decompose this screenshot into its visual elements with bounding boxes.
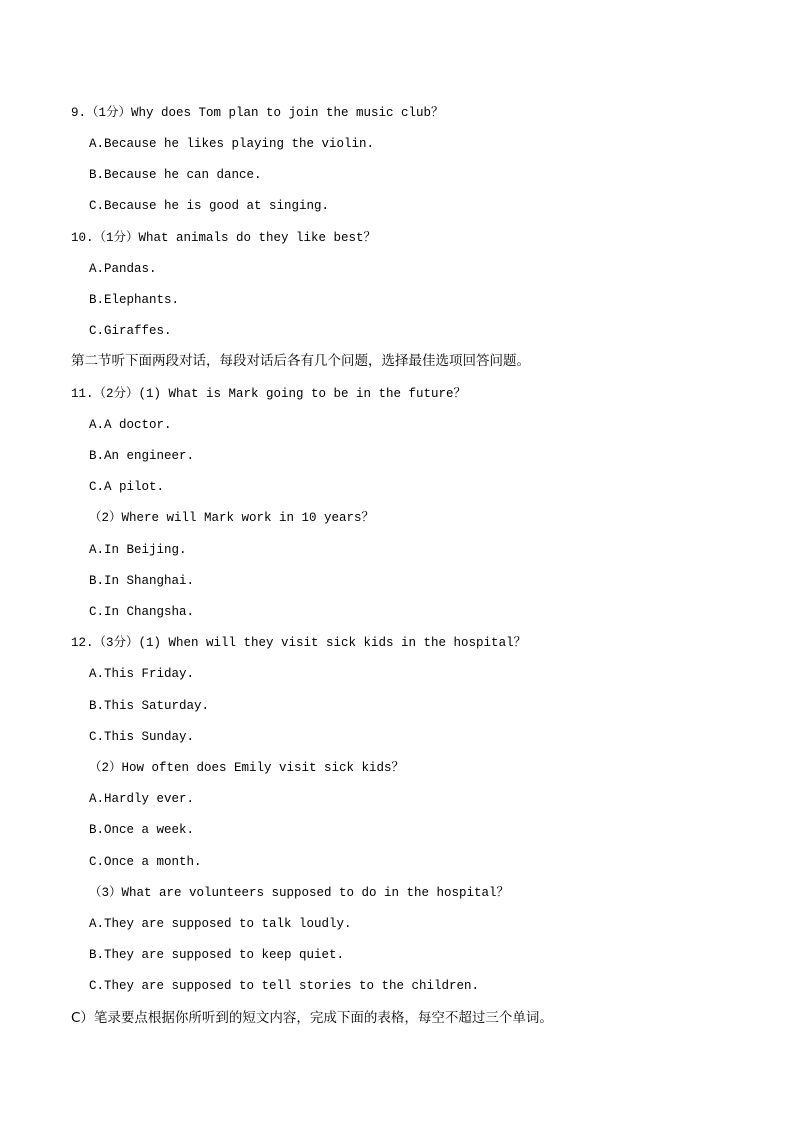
option-12-3c: C.They are supposed to tell stories to the children. xyxy=(89,979,480,993)
option-11-1a: A.A doctor. xyxy=(89,418,172,432)
option-12-1a: A.This Friday. xyxy=(89,667,195,681)
option-10b: B.Elephants. xyxy=(89,293,180,307)
option-9b: B.Because he can dance. xyxy=(89,168,262,182)
option-12-2a: A.Hardly ever. xyxy=(89,792,195,806)
option-11-2b: B.In Shanghai. xyxy=(89,574,195,588)
option-9c: C.Because he is good at singing. xyxy=(89,199,330,213)
question-10: 10.（1分）What animals do they like best？ xyxy=(71,231,377,245)
option-12-1c: C.This Sunday. xyxy=(89,730,195,744)
option-12-2b: B.Once a week. xyxy=(89,823,195,837)
option-12-3a: A.They are supposed to talk loudly. xyxy=(89,917,352,931)
section-c-instruction: C）笔录要点根据你所听到的短文内容，完成下面的表格，每空不超过三个单词。 xyxy=(71,1010,553,1026)
option-12-2c: C.Once a month. xyxy=(89,855,202,869)
option-10c: C.Giraffes. xyxy=(89,324,172,338)
option-11-1c: C.A pilot. xyxy=(89,480,165,494)
option-11-2c: C.In Changsha. xyxy=(89,605,195,619)
question-12-3: （3）What are volunteers supposed to do in the hospital？ xyxy=(89,886,510,900)
option-9a: A.Because he likes playing the violin. xyxy=(89,137,375,151)
option-12-3b: B.They are supposed to keep quiet. xyxy=(89,948,345,962)
question-11-1: 11.（2分）(1) What is Mark going to be in the future？ xyxy=(71,387,467,401)
question-9: 9.（1分）Why does Tom plan to join the music club？ xyxy=(71,106,444,120)
option-11-1b: B.An engineer. xyxy=(89,449,195,463)
section-2-instruction: 第二节听下面两段对话，每段对话后各有几个问题，选择最佳选项回答问题。 xyxy=(71,353,530,369)
option-11-2a: A.In Beijing. xyxy=(89,543,187,557)
question-11-2: （2）Where will Mark work in 10 years？ xyxy=(89,511,375,525)
option-12-1b: B.This Saturday. xyxy=(89,699,210,713)
option-10a: A.Pandas. xyxy=(89,262,157,276)
question-12-1: 12.（3分）(1) When will they visit sick kids in the hospital？ xyxy=(71,636,527,650)
question-12-2: （2）How often does Emily visit sick kids？ xyxy=(89,761,405,775)
